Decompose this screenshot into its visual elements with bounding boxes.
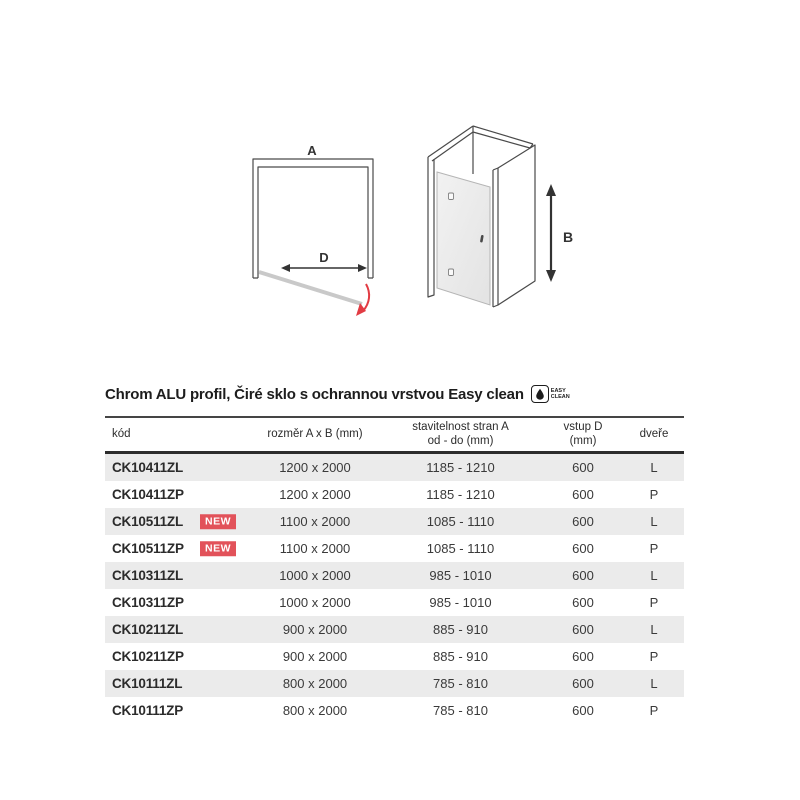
adjustability-cell: 985 - 1010 xyxy=(429,568,492,583)
adjustability-cell: 1085 - 1110 xyxy=(426,514,495,529)
adjustability-cell: 1185 - 1210 xyxy=(426,460,495,475)
dimension-cell: 900 x 2000 xyxy=(282,649,348,664)
door-side-cell: P xyxy=(649,703,659,718)
col-header-rozmer: rozměr A x B (mm) xyxy=(251,417,379,453)
table-row xyxy=(105,670,684,697)
col-header-vstup: vstup D (mm) xyxy=(542,417,624,453)
door-side-cell: P xyxy=(649,649,659,664)
table-row xyxy=(105,616,684,643)
entry-width-cell: 600 xyxy=(572,460,594,475)
adjustability-cell: 1085 - 1110 xyxy=(426,541,495,556)
product-code: CK10511ZP xyxy=(112,541,184,556)
door-side-cell: L xyxy=(650,568,658,583)
product-code: CK10311ZL xyxy=(112,568,183,583)
product-code-cell xyxy=(105,508,251,535)
door-top-view-diagram xyxy=(245,133,380,323)
adjustability-cell: 885 - 910 xyxy=(433,649,488,664)
table-row xyxy=(105,643,684,670)
door-side-cell: P xyxy=(649,595,659,610)
table-header-row xyxy=(105,417,684,453)
product-code: CK10211ZP xyxy=(112,649,184,664)
table-row xyxy=(105,535,684,562)
table-body xyxy=(105,453,684,725)
open-door-line xyxy=(259,272,362,304)
product-code-cell xyxy=(105,589,251,616)
new-badge: NEW xyxy=(200,541,236,557)
dimension-d-label: D xyxy=(319,250,329,265)
dimension-cell: 1200 x 2000 xyxy=(279,460,351,475)
product-code: CK10211ZL xyxy=(112,622,183,637)
entry-width-cell: 600 xyxy=(572,649,594,664)
dimension-cell: 900 x 2000 xyxy=(282,622,348,637)
dimension-cell: 1000 x 2000 xyxy=(279,568,351,583)
dimension-b-label: B xyxy=(563,229,574,245)
product-code-cell xyxy=(105,535,251,562)
door-side-cell: P xyxy=(649,541,659,556)
adjustability-cell: 785 - 810 xyxy=(433,676,488,691)
easy-clean-badge xyxy=(531,385,570,403)
product-code-cell xyxy=(105,643,251,670)
section-title: Chrom ALU profil, Čiré sklo s ochrannou vrstvou Easy clean xyxy=(105,385,524,403)
entry-width-cell: 600 xyxy=(572,676,594,691)
table-row xyxy=(105,562,684,589)
dimension-d-arrow xyxy=(281,264,367,272)
dimension-cell: 1100 x 2000 xyxy=(279,514,351,529)
table-row xyxy=(105,481,684,508)
product-code-cell xyxy=(105,481,251,508)
entry-width-cell: 600 xyxy=(572,568,594,583)
product-code-cell xyxy=(105,697,251,724)
product-table xyxy=(105,416,684,724)
product-code: CK10411ZP xyxy=(112,487,184,502)
water-droplet-icon xyxy=(531,385,549,403)
entry-width-cell: 600 xyxy=(572,487,594,502)
entry-width-cell: 600 xyxy=(572,595,594,610)
product-code: CK10511ZL xyxy=(112,514,183,529)
dimension-cell: 1000 x 2000 xyxy=(279,595,351,610)
adjustability-cell: 785 - 810 xyxy=(433,703,488,718)
dimension-cell: 800 x 2000 xyxy=(282,703,348,718)
shower-door-iso-diagram xyxy=(425,112,580,317)
col-header-dvere: dveře xyxy=(624,417,684,453)
easy-clean-label: EASY CLEAN xyxy=(550,387,570,400)
entry-width-cell: 600 xyxy=(572,622,594,637)
adjustability-cell: 885 - 910 xyxy=(433,622,488,637)
table-row xyxy=(105,453,684,482)
col-header-kod: kód xyxy=(105,417,251,453)
product-code-cell xyxy=(105,616,251,643)
dimension-cell: 1200 x 2000 xyxy=(279,487,351,502)
table-row xyxy=(105,589,684,616)
door-side-cell: L xyxy=(650,676,658,691)
product-code: CK10411ZL xyxy=(112,460,183,475)
door-side-cell: L xyxy=(650,514,658,529)
product-code-cell xyxy=(105,562,251,589)
frame-outline xyxy=(253,159,373,278)
door-side-cell: L xyxy=(650,622,658,637)
product-code-cell xyxy=(105,453,251,482)
product-code: CK10311ZP xyxy=(112,595,184,610)
col-header-stavitelnost: stavitelnost stran A od - do (mm) xyxy=(379,417,542,453)
product-code: CK10111ZP xyxy=(112,703,183,718)
door-swing-arrow-icon xyxy=(356,284,369,316)
adjustability-cell: 1185 - 1210 xyxy=(426,487,495,502)
adjustability-cell: 985 - 1010 xyxy=(429,595,492,610)
section-title-row xyxy=(105,382,570,406)
door-side-cell: P xyxy=(649,487,659,502)
entry-width-cell: 600 xyxy=(572,541,594,556)
dimension-cell: 800 x 2000 xyxy=(282,676,348,691)
dimension-b-arrow xyxy=(546,184,556,282)
entry-width-cell: 600 xyxy=(572,703,594,718)
table-row xyxy=(105,697,684,724)
entry-width-cell: 600 xyxy=(572,514,594,529)
door-side-cell: L xyxy=(650,460,658,475)
product-code-cell xyxy=(105,670,251,697)
new-badge: NEW xyxy=(200,514,236,530)
product-code: CK10111ZL xyxy=(112,676,183,691)
dimension-a-label: A xyxy=(307,143,317,158)
dimension-cell: 1100 x 2000 xyxy=(279,541,351,556)
table-row xyxy=(105,508,684,535)
